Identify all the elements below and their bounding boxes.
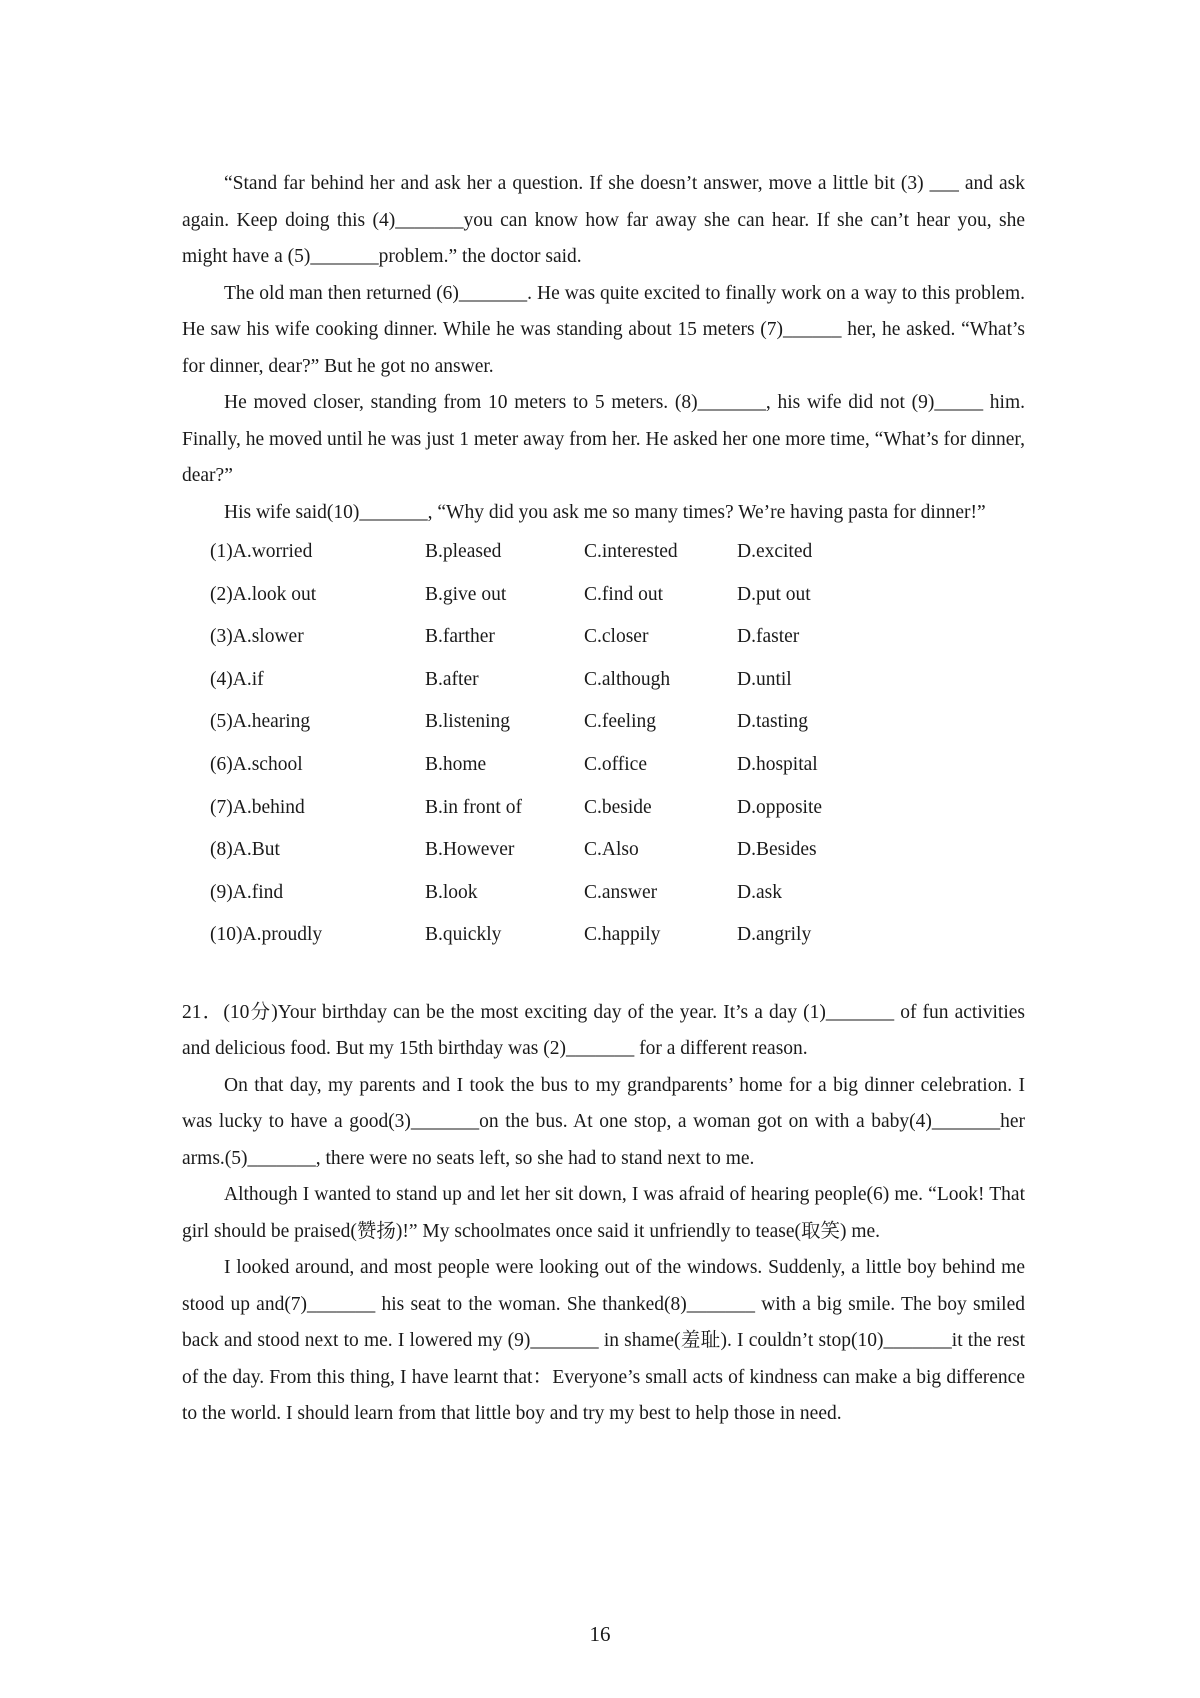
option-b: B.quickly <box>425 924 502 946</box>
option-d: D.opposite <box>737 796 823 818</box>
option-row <box>182 872 1025 915</box>
option-row <box>182 531 1025 574</box>
option-b: B.give out <box>425 583 507 605</box>
paragraph: His wife said(10)_______, “Why did you ask me so many times? We’re having pasta for dinner!” <box>224 501 986 523</box>
paragraph: The old man then returned (6)_______. He was quite excited to finally work on a way to this problem. He saw his wife cooking dinner. While he was standing about 15 meters (7)______ her, he asked. “What’s for dinner, dear?” But he got no answer. <box>182 282 1025 377</box>
option-row <box>182 914 1025 957</box>
question-21-intro: 21．(10分)Your birthday can be the most exciting day of the year. It’s a day (1)_______ of fun activities and delicious food. But my 15th birthday was (2)_______ for a different reason. <box>182 1001 1025 1060</box>
option-b: B.However <box>425 839 515 861</box>
option-b: B.listening <box>425 711 511 733</box>
option-row <box>182 701 1025 744</box>
option-c: C.office <box>584 753 647 775</box>
option-row <box>182 574 1025 617</box>
option-a: (2)A.look out <box>210 583 317 605</box>
paragraph: On that day, my parents and I took the bus to my grandparents’ home for a big dinner celebration. I was lucky to have a good(3)_______on the bus. At one stop, a woman got on with a baby(4)_______her arms.(5)_______, there were no seats left, so she had to stand next to me. <box>182 1074 1025 1169</box>
option-d: D.angrily <box>737 924 812 946</box>
option-b: B.farther <box>425 626 495 648</box>
option-b: B.in front of <box>425 796 522 818</box>
option-d: D.excited <box>737 541 813 562</box>
option-b: B.pleased <box>425 541 502 562</box>
page-number: 16 <box>589 1622 611 1646</box>
paragraph: Although I wanted to stand up and let her sit down, I was afraid of hearing people(6) me. “Look! That girl should be praised(赞扬)!” My schoolmates once said it unfriendly to tease(取笑) me. <box>182 1184 1025 1242</box>
option-row <box>182 787 1025 830</box>
option-b: B.look <box>425 881 478 903</box>
option-row <box>182 616 1025 659</box>
option-c: C.beside <box>584 796 652 818</box>
option-c: C.although <box>584 668 671 690</box>
option-a: (9)A.find <box>210 881 284 903</box>
option-c: C.answer <box>584 881 658 903</box>
option-d: D.until <box>737 668 792 690</box>
option-row <box>182 829 1025 872</box>
option-d: D.tasting <box>737 711 808 733</box>
option-c: C.happily <box>584 924 661 946</box>
option-b: B.home <box>425 753 487 775</box>
option-d: D.faster <box>737 626 800 648</box>
option-row <box>182 744 1025 787</box>
option-a: (10)A.proudly <box>210 924 323 946</box>
option-c: C.feeling <box>584 711 657 733</box>
option-a: (5)A.hearing <box>210 711 311 733</box>
option-c: C.Also <box>584 839 639 861</box>
option-c: C.closer <box>584 626 649 648</box>
option-c: C.find out <box>584 583 664 605</box>
document-page <box>182 166 1025 1433</box>
option-a: (8)A.But <box>210 839 280 861</box>
option-c: C.interested <box>584 541 678 562</box>
option-a: (4)A.if <box>210 668 264 690</box>
option-b: B.after <box>425 668 479 690</box>
paragraph: “Stand far behind her and ask her a question. If she doesn’t answer, move a little bit (3) ___ and ask again. Keep doing this (4)_______you can know how far away she can hear. If she can’t hear you, she might have a (5)_______problem.” the doctor said. <box>182 173 1025 267</box>
option-d: D.put out <box>737 583 811 605</box>
option-a: (6)A.school <box>210 753 303 775</box>
option-a: (1)A.worried <box>210 541 313 562</box>
option-a: (7)A.behind <box>210 796 305 818</box>
option-d: D.hospital <box>737 753 818 775</box>
paragraph: I looked around, and most people were looking out of the windows. Suddenly, a little boy behind me stood up and(7)_______ his seat to the woman. She thanked(8)_______ with a big smile. The boy smiled back and stood next to me. I lowered my (9)_______ in shame(羞耻). I couldn’t stop(10)_______it the rest of the day. From this thing, I have learnt that：Everyone’s small acts of kindness can make a big difference to the world. I should learn from that little boy and try my best to help those in need. <box>182 1257 1025 1425</box>
option-d: D.ask <box>737 881 782 903</box>
options-list <box>182 531 1025 957</box>
paragraph: He moved closer, standing from 10 meters to 5 meters. (8)_______, his wife did not (9)_____ him. Finally, he moved until he was just 1 meter away from her. He asked her one more time, “What’s for dinner, dear?” <box>182 392 1025 486</box>
option-a: (3)A.slower <box>210 626 304 648</box>
option-row <box>182 659 1025 702</box>
option-d: D.Besides <box>737 839 817 861</box>
